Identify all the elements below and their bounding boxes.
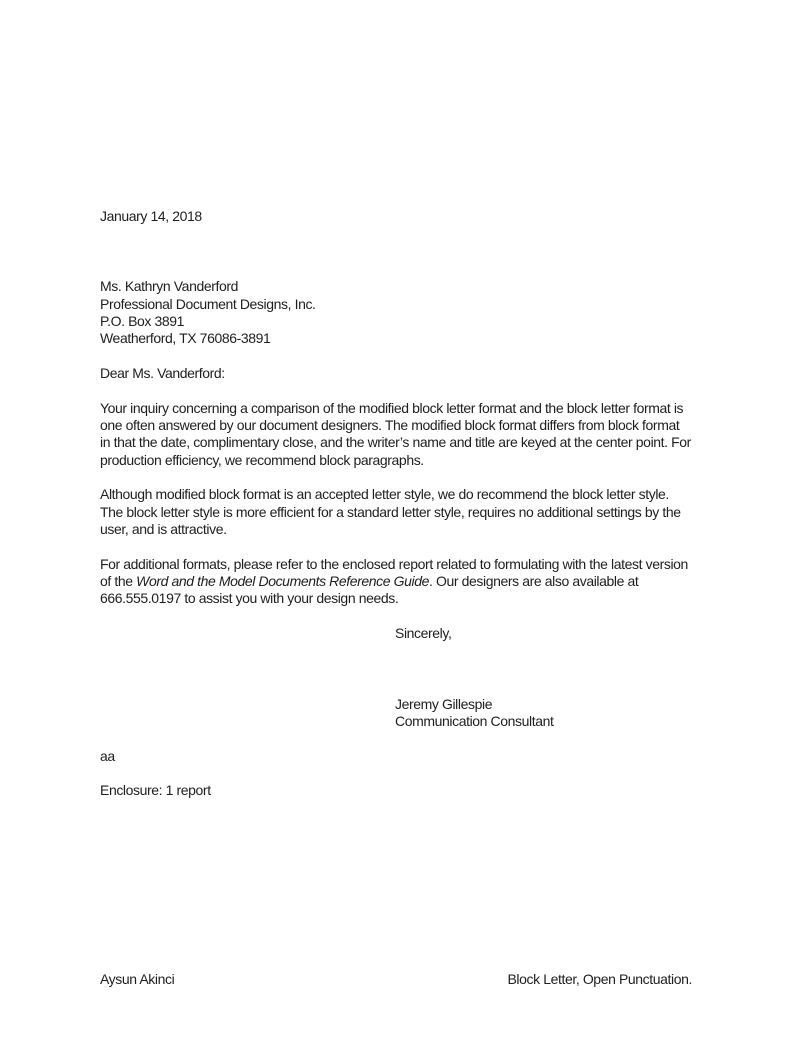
signature-block xyxy=(395,696,692,731)
signature-name: Jeremy Gillespie xyxy=(395,695,493,712)
reference-guide-title-italic: Word and the Model Documents Reference Guide xyxy=(136,573,430,590)
city-state-zip-line: Weatherford, TX 76086-3891 xyxy=(100,330,271,347)
po-box-line: P.O. Box 3891 xyxy=(100,312,185,329)
footer-document-type: Block Letter, Open Punctuation. xyxy=(507,971,692,987)
salutation: Dear Ms. Vanderford: xyxy=(100,364,225,381)
enclosure-notation: Enclosure: 1 report xyxy=(100,782,211,799)
footer-author-name: Aysun Akinci xyxy=(100,971,175,987)
complimentary-close: Sincerely, xyxy=(395,625,452,642)
paragraph-3-text-after: . Our designers are also available at 666.555.0197 to assist you with your design needs. xyxy=(100,573,639,607)
body-paragraph-2: Although modified block format is an accepted letter style, we do recommend the block letter style. The block letter style is more efficient for a standard letter style, requires no additional settings by the user, and is attractive. xyxy=(100,486,681,538)
typist-initials: aa xyxy=(100,747,115,764)
recipient-name-line: Ms. Kathryn Vanderford xyxy=(100,278,239,295)
inside-address xyxy=(100,278,692,347)
body-paragraph-1: Your inquiry concerning a comparison of the modified block letter format and the block letter format is one often answered by our document designers. The modified block format differs from block format in that the date, complimentary close, and the writer’s name and title are keyed at the center point. For production efficiency, we recommend block paragraphs. xyxy=(100,399,691,468)
date-line: January 14, 2018 xyxy=(100,208,202,224)
paragraph-3-text-before: For additional formats, please refer to the enclosed report related to formulating with the latest version of the xyxy=(100,555,688,590)
signature-title: Communication Consultant xyxy=(395,712,554,729)
body-paragraph-3 xyxy=(100,556,692,608)
company-line: Professional Document Designs, Inc. xyxy=(100,295,316,312)
page-footer xyxy=(100,971,692,988)
